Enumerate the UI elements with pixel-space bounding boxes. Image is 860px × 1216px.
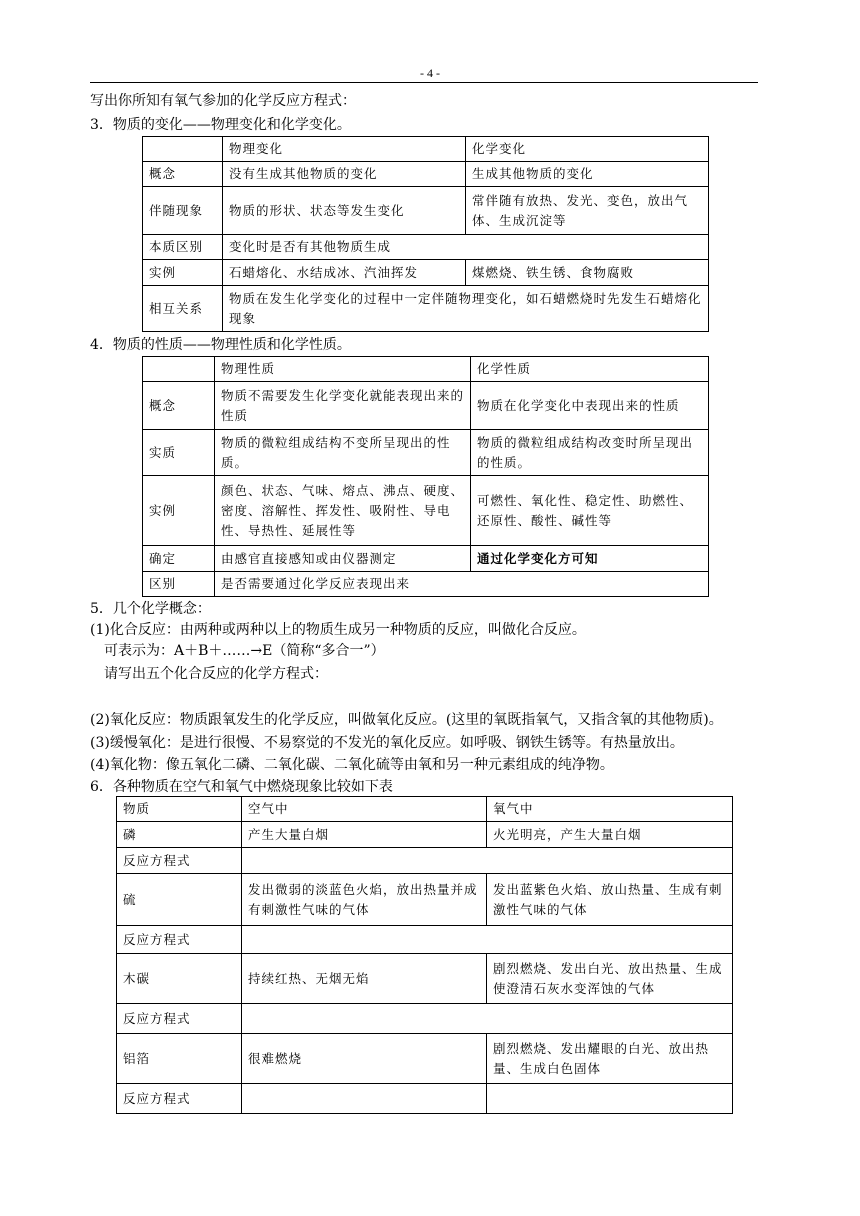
- table-cell: 生成其他物质的变化: [466, 162, 709, 187]
- row-label: 确定: [143, 546, 215, 572]
- row-label: 反应方程式: [117, 926, 242, 954]
- equation-blank: [487, 1084, 733, 1114]
- combustion-table: [116, 796, 733, 1114]
- table-cell: 物质在发生化学变化的过程中一定伴随物理变化，如石蜡燃烧时先发生石蜡熔化现象: [223, 286, 709, 332]
- table-row: [143, 137, 709, 162]
- table-cell: 物质不需要发生化学变化就能表现出来的性质: [215, 382, 471, 430]
- row-label: 反应方程式: [117, 1004, 242, 1034]
- section3-heading: 3．物质的变化——物理变化和化学变化。: [90, 117, 351, 133]
- combination-reaction: (1)化合反应：由两种或两种以上的物质生成另一种物质的反应，叫做化合反应。: [90, 622, 586, 638]
- row-label: 木碳: [117, 954, 242, 1004]
- header-cell: 物理性质: [215, 357, 471, 382]
- table-cell: 没有生成其他物质的变化: [223, 162, 466, 187]
- table-row: [117, 874, 733, 926]
- page-number: - 4 -: [420, 66, 440, 80]
- row-label: 硫: [117, 874, 242, 926]
- table-cell: 由感官直接感知或由仪器测定: [215, 546, 471, 572]
- header-cell: 空气中: [242, 797, 487, 822]
- properties-table: [142, 356, 709, 597]
- combination-expression: 可表示为：A＋B＋……→E（简称“多合一”）: [104, 643, 385, 659]
- table-row: [117, 848, 733, 874]
- row-label: 相互关系: [143, 286, 223, 332]
- row-label: 概念: [143, 382, 215, 430]
- header-rule: [90, 82, 758, 83]
- changes-table: [142, 136, 709, 332]
- table-cell: 煤燃烧、铁生锈、食物腐败: [466, 260, 709, 286]
- table-row: [143, 286, 709, 332]
- row-label: 反应方程式: [117, 1084, 242, 1114]
- table-row: [117, 797, 733, 822]
- oxidation-reaction: (2)氧化反应：物质跟氧发生的化学反应，叫做氧化反应。(这里的氧既指氧气，又指含氧的其他物质)。: [90, 712, 723, 728]
- table-cell: 是否需要通过化学反应表现出来: [215, 572, 709, 597]
- header-cell: 物理变化: [223, 137, 466, 162]
- table-cell: 发出微弱的淡蓝色火焰，放出热量并成有刺激性气味的气体: [242, 874, 487, 926]
- header-cell: 氧气中: [487, 797, 733, 822]
- table-row: [143, 187, 709, 235]
- table-cell-emphasis: 通过化学变化方可知: [471, 546, 709, 572]
- table-cell: 物质的微粒组成结构改变时所呈现出的性质。: [471, 430, 709, 476]
- section6-heading: 6．各种物质在空气和氧气中燃烧现象比较如下表: [90, 779, 393, 795]
- table-cell: 剧烈燃烧、发出耀眼的白光、放出热量、生成白色固体: [487, 1034, 733, 1084]
- slow-oxidation: (3)缓慢氧化：是进行很慢、不易察觉的不发光的氧化反应。如呼吸、钢铁生锈等。有热量放出。: [90, 735, 684, 751]
- row-label: 本质区别: [143, 235, 223, 260]
- header-cell: 化学变化: [466, 137, 709, 162]
- equation-blank: [242, 848, 733, 874]
- row-label: 磷: [117, 822, 242, 848]
- table-cell: 剧烈燃烧、发出白光、放出热量、生成使澄清石灰水变浑蚀的气体: [487, 954, 733, 1004]
- table-cell: 石蜡熔化、水结成冰、汽油挥发: [223, 260, 466, 286]
- row-label: 概念: [143, 162, 223, 187]
- section5-heading: 5．几个化学概念：: [90, 601, 211, 617]
- row-label: 区别: [143, 572, 215, 597]
- row-label: 实例: [143, 476, 215, 546]
- header-cell: 化学性质: [471, 357, 709, 382]
- table-row: [117, 926, 733, 954]
- header-cell: [143, 357, 215, 382]
- table-row: [143, 260, 709, 286]
- table-row: [117, 1084, 733, 1114]
- equation-blank: [242, 926, 733, 954]
- row-label: 伴随现象: [143, 187, 223, 235]
- table-row: [117, 954, 733, 1004]
- table-row: [143, 430, 709, 476]
- table-row: [143, 162, 709, 187]
- intro-line: 写出你所知有氧气参加的化学反应方程式：: [90, 93, 356, 109]
- header-cell: [143, 137, 223, 162]
- equation-blank: [242, 1004, 733, 1034]
- section4-heading: 4．物质的性质——物理性质和化学性质。: [90, 337, 351, 353]
- row-label: 反应方程式: [117, 848, 242, 874]
- table-cell: 很难燃烧: [242, 1034, 487, 1084]
- table-row: [117, 822, 733, 848]
- table-cell: 颜色、状态、气味、熔点、沸点、硬度、密度、溶解性、挥发性、吸附性、导电性、导热性、延展性等: [215, 476, 471, 546]
- table-row: [143, 382, 709, 430]
- row-label: 实例: [143, 260, 223, 286]
- table-cell: 可燃性、氧化性、稳定性、助燃性、还原性、酸性、碱性等: [471, 476, 709, 546]
- equation-blank: [242, 1084, 487, 1114]
- table-row: [143, 357, 709, 382]
- table-row: [117, 1034, 733, 1084]
- row-label: 实质: [143, 430, 215, 476]
- header-cell: 物质: [117, 797, 242, 822]
- table-cell: 物质的形状、状态等发生变化: [223, 187, 466, 235]
- table-cell: 火光明亮，产生大量白烟: [487, 822, 733, 848]
- table-row: [143, 476, 709, 546]
- table-row: [143, 546, 709, 572]
- table-cell: 产生大量白烟: [242, 822, 487, 848]
- table-row: [117, 1004, 733, 1034]
- table-cell: 变化时是否有其他物质生成: [223, 235, 709, 260]
- table-row: [143, 572, 709, 597]
- combination-prompt: 请写出五个化合反应的化学方程式：: [104, 666, 328, 682]
- table-cell: 持续红热、无烟无焰: [242, 954, 487, 1004]
- row-label: 铝箔: [117, 1034, 242, 1084]
- table-cell: 物质在化学变化中表现出来的性质: [471, 382, 709, 430]
- table-row: [143, 235, 709, 260]
- oxide-definition: (4)氧化物：像五氧化二磷、二氧化碳、二氧化硫等由氧和另一种元素组成的纯净物。: [90, 757, 614, 773]
- table-cell: 常伴随有放热、发光、变色，放出气体、生成沉淀等: [466, 187, 709, 235]
- table-cell: 物质的微粒组成结构不变所呈现出的性质。: [215, 430, 471, 476]
- table-cell: 发出蓝紫色火焰、放山热量、生成有刺激性气味的气体: [487, 874, 733, 926]
